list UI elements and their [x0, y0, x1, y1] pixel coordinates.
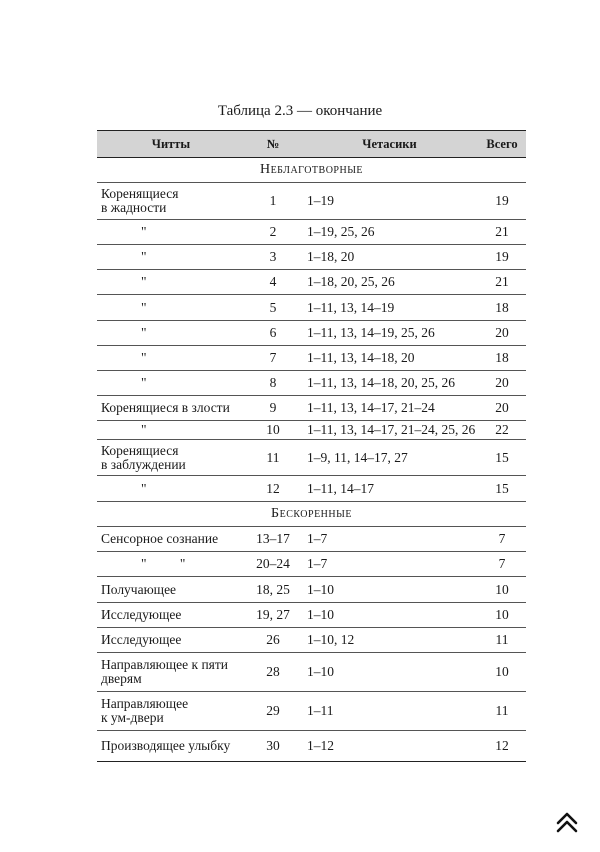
- ditto-mark: ": [141, 299, 147, 315]
- table-caption: Таблица 2.3 — окончание: [217, 103, 383, 119]
- cell-total: 10: [478, 577, 526, 603]
- table-row: [97, 183, 526, 220]
- cell-number: 28: [245, 653, 301, 692]
- cell-number: 19, 27: [245, 603, 301, 628]
- cell-chitta: Получающее: [97, 577, 245, 603]
- table-row: [97, 396, 526, 421]
- cell-chitta: Корeнящиеся в жадности: [97, 183, 245, 220]
- cell-number: 7: [245, 346, 301, 371]
- cell-total: 7: [478, 552, 526, 577]
- cell-total: 22: [478, 421, 526, 440]
- cell-chitta: Исследующее: [97, 628, 245, 653]
- cell-chitta: Коренящиеся в заблуждении: [97, 440, 245, 476]
- cell-chetasiki: 1–19, 25, 26: [301, 220, 478, 245]
- cell-chitta: [97, 552, 245, 577]
- cell-chitta: [97, 421, 245, 440]
- ditto-mark: ": [141, 350, 147, 365]
- cell-chetasiki: 1–11, 13, 14–19: [301, 295, 478, 321]
- ditto-mark: ": [141, 480, 147, 496]
- cell-chetasiki: 1–10, 12: [301, 628, 478, 653]
- cell-number: 6: [245, 321, 301, 346]
- table-row: [97, 440, 526, 476]
- table-row: [97, 692, 526, 731]
- cell-chetasiki: 1–11, 14–17: [301, 476, 478, 502]
- cell-total: 7: [478, 527, 526, 552]
- table-row: [97, 476, 526, 502]
- cell-chetasiki: 1–9, 11, 14–17, 27: [301, 440, 478, 476]
- cell-total: 11: [478, 628, 526, 653]
- cell-chetasiki: 1–10: [301, 603, 478, 628]
- cell-chitta: [97, 476, 245, 502]
- cell-number: 4: [245, 270, 301, 295]
- cell-number: 5: [245, 295, 301, 321]
- cell-total: 18: [478, 346, 526, 371]
- cell-number: 9: [245, 396, 301, 421]
- ditto-mark: ": [141, 375, 147, 390]
- header-total: Всего: [478, 131, 526, 158]
- cell-number: 12: [245, 476, 301, 502]
- cell-total: 15: [478, 440, 526, 476]
- cell-number: 29: [245, 692, 301, 731]
- ditto-mark: ": [141, 422, 147, 437]
- cell-number: 10: [245, 421, 301, 440]
- cell-chitta: [97, 371, 245, 396]
- cell-chitta: [97, 220, 245, 245]
- cell-chitta: [97, 346, 245, 371]
- cell-number: 13–17: [245, 527, 301, 552]
- cell-total: 19: [478, 183, 526, 220]
- table-row: [97, 321, 526, 346]
- cell-total: 18: [478, 295, 526, 321]
- cell-chetasiki: 1–11, 13, 14–17, 21–24, 25, 26: [301, 421, 478, 440]
- cell-chetasiki: 1–11, 13, 14–18, 20: [301, 346, 478, 371]
- cell-total: 19: [478, 245, 526, 270]
- table-row: [97, 346, 526, 371]
- cell-chitta: Сенсорное сознание: [97, 527, 245, 552]
- ditto-mark: ": [141, 249, 147, 264]
- table-row: [97, 220, 526, 245]
- section-title: Бескоренные: [97, 502, 526, 527]
- table-row: [97, 603, 526, 628]
- ditto-mark: ": [141, 325, 147, 340]
- cell-number: 26: [245, 628, 301, 653]
- table-row: [97, 577, 526, 603]
- cell-chetasiki: 1–11, 13, 14–18, 20, 25, 26: [301, 371, 478, 396]
- cell-chitta: [97, 321, 245, 346]
- table-row: [97, 527, 526, 552]
- table-row: [97, 371, 526, 396]
- cell-chetasiki: 1–18, 20: [301, 245, 478, 270]
- table-row: [97, 731, 526, 762]
- cell-total: 12: [478, 731, 526, 762]
- table-row: [97, 421, 526, 440]
- cell-total: 20: [478, 321, 526, 346]
- cell-chitta: Производящее улыбку: [97, 731, 245, 762]
- section-row: [97, 502, 526, 527]
- cell-chitta: Исследующее: [97, 603, 245, 628]
- header-number: №: [245, 131, 301, 158]
- cell-number: 1: [245, 183, 301, 220]
- cell-chetasiki: 1–7: [301, 527, 478, 552]
- cell-total: 20: [478, 396, 526, 421]
- section-title: Неблаготворные: [97, 158, 526, 183]
- cell-chitta: [97, 245, 245, 270]
- cell-number: 11: [245, 440, 301, 476]
- cell-chetasiki: 1–11: [301, 692, 478, 731]
- cell-chetasiki: 1–18, 20, 25, 26: [301, 270, 478, 295]
- cell-number: 2: [245, 220, 301, 245]
- scroll-up-icon[interactable]: [555, 810, 579, 834]
- cell-chitta: Направляющее к пяти дверям: [97, 653, 245, 692]
- cell-number: 3: [245, 245, 301, 270]
- cell-number: 30: [245, 731, 301, 762]
- cell-chetasiki: 1–19: [301, 183, 478, 220]
- cell-chetasiki: 1–12: [301, 731, 478, 762]
- ditto-mark: ": [141, 274, 147, 289]
- cell-number: 18, 25: [245, 577, 301, 603]
- table-row: [97, 245, 526, 270]
- cell-chetasiki: 1–7: [301, 552, 478, 577]
- cell-chetasiki: 1–10: [301, 577, 478, 603]
- table-body: [97, 158, 526, 762]
- table-header-row: [97, 131, 526, 158]
- table-row: [97, 653, 526, 692]
- table-row: [97, 552, 526, 577]
- cell-chitta: [97, 295, 245, 321]
- cell-total: 10: [478, 603, 526, 628]
- cell-chetasiki: 1–11, 13, 14–19, 25, 26: [301, 321, 478, 346]
- cell-chitta: Направляющее к ум-двери: [97, 692, 245, 731]
- header-chetasiki: Четасики: [301, 131, 478, 158]
- cell-total: 15: [478, 476, 526, 502]
- cell-chetasiki: 1–11, 13, 14–17, 21–24: [301, 396, 478, 421]
- cell-number: 20–24: [245, 552, 301, 577]
- section-row: [97, 158, 526, 183]
- ditto-mark: " ": [141, 556, 186, 571]
- table-row: [97, 628, 526, 653]
- ditto-mark: ": [141, 224, 147, 239]
- cell-chetasiki: 1–10: [301, 653, 478, 692]
- cell-total: 20: [478, 371, 526, 396]
- chitta-table: [97, 130, 526, 762]
- cell-total: 21: [478, 220, 526, 245]
- cell-number: 8: [245, 371, 301, 396]
- cell-total: 10: [478, 653, 526, 692]
- cell-total: 11: [478, 692, 526, 731]
- table-row: [97, 295, 526, 321]
- table-row: [97, 270, 526, 295]
- header-chitta: Читты: [97, 131, 245, 158]
- cell-chitta: [97, 270, 245, 295]
- cell-chitta: Коренящиеся в злости: [97, 396, 245, 421]
- cell-total: 21: [478, 270, 526, 295]
